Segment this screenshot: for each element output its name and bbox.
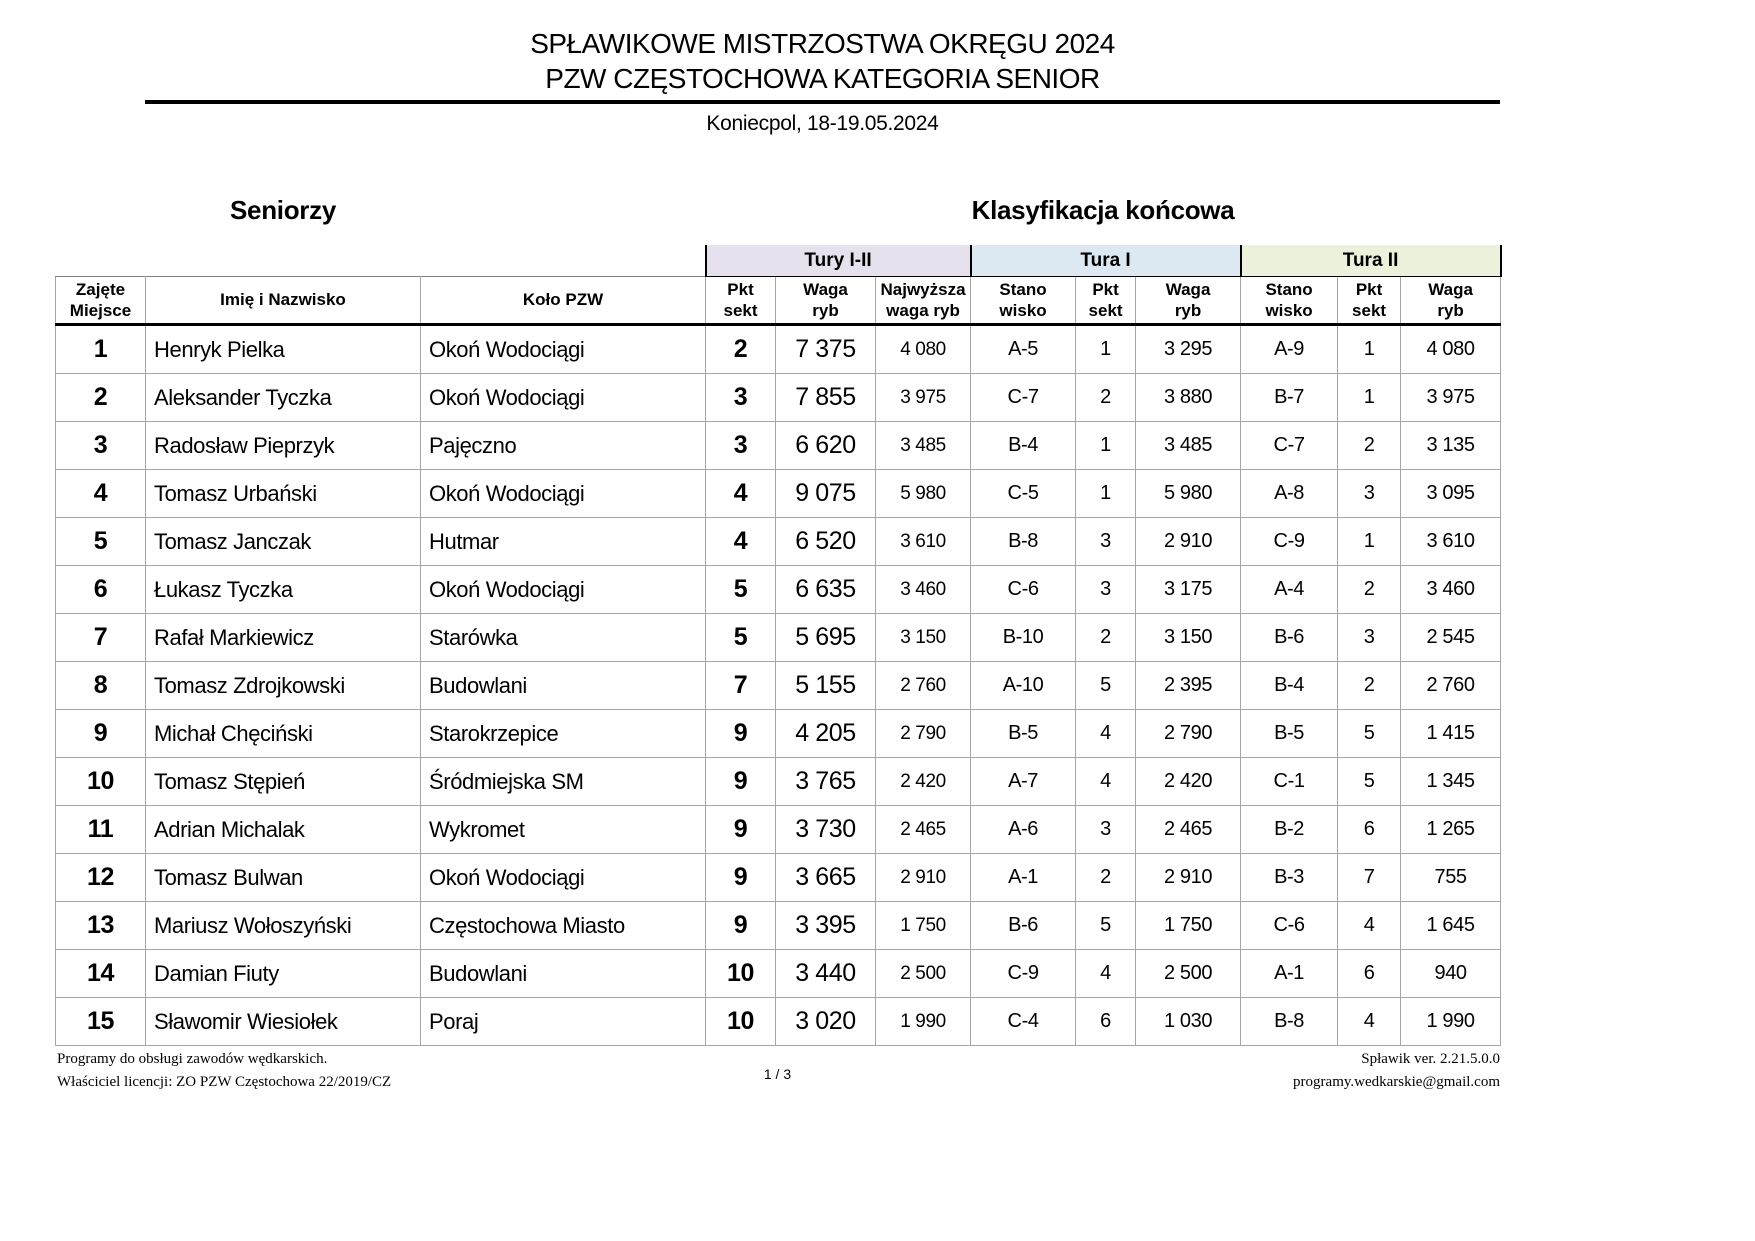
title-divider	[145, 100, 1500, 104]
cell-pkt-sekt-t2: 1	[1338, 518, 1401, 566]
cell-pkt-sekt-t2: 4	[1338, 998, 1401, 1046]
table-row	[56, 998, 1501, 1046]
cell-waga-ryb-t2: 1 415	[1401, 710, 1501, 758]
cell-place: 1	[56, 325, 146, 374]
cell-place: 2	[56, 374, 146, 422]
event-location-date: Koniecpol, 18-19.05.2024	[706, 112, 939, 135]
cell-pkt-sekt-t1: 3	[1076, 566, 1136, 614]
cell-pkt-sekt-t1: 2	[1076, 854, 1136, 902]
cell-waga-ryb-total: 5 155	[776, 662, 876, 710]
cell-stanowisko-t2: B-5	[1241, 710, 1338, 758]
title-line-2: PZW CZĘSTOCHOWA KATEGORIA SENIOR	[545, 63, 1100, 94]
cell-name: Aleksander Tyczka	[146, 374, 421, 422]
cell-waga-ryb-t2: 1 645	[1401, 902, 1501, 950]
cell-najwyzsza-waga: 4 080	[876, 325, 971, 374]
cell-stanowisko-t1: A-5	[971, 325, 1076, 374]
cell-club: Okoń Wodociągi	[421, 854, 706, 902]
cell-stanowisko-t1: B-8	[971, 518, 1076, 566]
cell-pkt-sekt-t1: 3	[1076, 518, 1136, 566]
cell-waga-ryb-total: 7 375	[776, 325, 876, 374]
cell-pkt-sekt-total: 4	[706, 470, 776, 518]
cell-waga-ryb-t1: 2 395	[1136, 662, 1241, 710]
cell-stanowisko-t2: A-1	[1241, 950, 1338, 998]
footer-right-line1: Spławik ver. 2.21.5.0.0	[1361, 1051, 1500, 1067]
cell-name: Michał Chęciński	[146, 710, 421, 758]
cell-club: Budowlani	[421, 662, 706, 710]
table-row	[56, 806, 1501, 854]
cell-stanowisko-t2: A-4	[1241, 566, 1338, 614]
cell-pkt-sekt-total: 5	[706, 614, 776, 662]
cell-pkt-sekt-t2: 3	[1338, 470, 1401, 518]
cell-waga-ryb-t1: 2 500	[1136, 950, 1241, 998]
cell-stanowisko-t1: B-10	[971, 614, 1076, 662]
table-row	[56, 854, 1501, 902]
col-header-pkt-sekt-t2: Pkt sekt	[1338, 277, 1401, 325]
table-row	[56, 614, 1501, 662]
cell-waga-ryb-t1: 2 790	[1136, 710, 1241, 758]
results-table	[55, 245, 1502, 1046]
cell-pkt-sekt-total: 9	[706, 710, 776, 758]
cell-pkt-sekt-total: 5	[706, 566, 776, 614]
cell-pkt-sekt-total: 3	[706, 422, 776, 470]
col-header-name: Imię i Nazwisko	[146, 277, 421, 325]
cell-stanowisko-t1: B-5	[971, 710, 1076, 758]
cell-najwyzsza-waga: 3 485	[876, 422, 971, 470]
cell-pkt-sekt-t1: 1	[1076, 325, 1136, 374]
cell-stanowisko-t2: B-6	[1241, 614, 1338, 662]
footer-left-line2: Właściciel licencji: ZO PZW Częstochowa 22/2019/CZ	[57, 1073, 392, 1090]
cell-waga-ryb-t1: 2 910	[1136, 854, 1241, 902]
cell-pkt-sekt-total: 2	[706, 325, 776, 374]
cell-place: 14	[56, 950, 146, 998]
table-row	[56, 950, 1501, 998]
group-header-tury-1-2: Tury I-II	[706, 245, 971, 277]
cell-waga-ryb-total: 3 730	[776, 806, 876, 854]
footer-left-line1: Programy do obsługi zawodów wędkarskich.	[57, 1051, 328, 1067]
col-header-waga-ryb-t1: Waga ryb	[1136, 277, 1241, 325]
cell-name: Tomasz Urbański	[146, 470, 421, 518]
cell-waga-ryb-total: 6 620	[776, 422, 876, 470]
cell-pkt-sekt-t2: 4	[1338, 902, 1401, 950]
cell-club: Okoń Wodociągi	[421, 325, 706, 374]
cell-waga-ryb-total: 5 695	[776, 614, 876, 662]
cell-place: 13	[56, 902, 146, 950]
cell-club: Częstochowa Miasto	[421, 902, 706, 950]
cell-waga-ryb-t1: 3 485	[1136, 422, 1241, 470]
cell-pkt-sekt-total: 10	[706, 950, 776, 998]
group-header-tura-1: Tura I	[971, 245, 1241, 277]
table-row	[56, 902, 1501, 950]
cell-club: Wykromet	[421, 806, 706, 854]
cell-waga-ryb-t2: 3 975	[1401, 374, 1501, 422]
cell-pkt-sekt-t2: 2	[1338, 662, 1401, 710]
document-title	[145, 26, 1500, 96]
cell-name: Sławomir Wiesiołek	[146, 998, 421, 1046]
cell-waga-ryb-total: 6 635	[776, 566, 876, 614]
cell-waga-ryb-t2: 940	[1401, 950, 1501, 998]
cell-place: 6	[56, 566, 146, 614]
cell-club: Starówka	[421, 614, 706, 662]
cell-waga-ryb-t2: 4 080	[1401, 325, 1501, 374]
cell-waga-ryb-t1: 1 750	[1136, 902, 1241, 950]
cell-pkt-sekt-t2: 3	[1338, 614, 1401, 662]
group-header-row	[56, 245, 1501, 277]
cell-name: Adrian Michalak	[146, 806, 421, 854]
col-header-najwyzsza-waga: Najwyższa waga ryb	[876, 277, 971, 325]
cell-place: 3	[56, 422, 146, 470]
cell-waga-ryb-t2: 3 460	[1401, 566, 1501, 614]
cell-stanowisko-t2: C-1	[1241, 758, 1338, 806]
cell-stanowisko-t1: A-7	[971, 758, 1076, 806]
cell-stanowisko-t1: A-10	[971, 662, 1076, 710]
cell-pkt-sekt-t2: 1	[1338, 325, 1401, 374]
cell-name: Tomasz Stępień	[146, 758, 421, 806]
cell-name: Damian Fiuty	[146, 950, 421, 998]
cell-place: 8	[56, 662, 146, 710]
cell-waga-ryb-total: 3 765	[776, 758, 876, 806]
cell-stanowisko-t1: A-1	[971, 854, 1076, 902]
cell-pkt-sekt-t1: 2	[1076, 614, 1136, 662]
table-row	[56, 518, 1501, 566]
subtitle-wrap	[145, 112, 1500, 136]
cell-najwyzsza-waga: 1 750	[876, 902, 971, 950]
cell-najwyzsza-waga: 2 500	[876, 950, 971, 998]
cell-club: Śródmiejska SM	[421, 758, 706, 806]
cell-stanowisko-t1: C-4	[971, 998, 1076, 1046]
cell-stanowisko-t2: B-4	[1241, 662, 1338, 710]
cell-waga-ryb-total: 4 205	[776, 710, 876, 758]
cell-pkt-sekt-t1: 3	[1076, 806, 1136, 854]
cell-najwyzsza-waga: 2 465	[876, 806, 971, 854]
cell-waga-ryb-t1: 3 150	[1136, 614, 1241, 662]
table-row	[56, 470, 1501, 518]
cell-stanowisko-t2: C-6	[1241, 902, 1338, 950]
table-row	[56, 710, 1501, 758]
cell-name: Radosław Pieprzyk	[146, 422, 421, 470]
table-row	[56, 662, 1501, 710]
cell-pkt-sekt-t1: 1	[1076, 470, 1136, 518]
cell-name: Henryk Pielka	[146, 325, 421, 374]
cell-waga-ryb-t2: 1 345	[1401, 758, 1501, 806]
cell-stanowisko-t2: C-7	[1241, 422, 1338, 470]
col-header-place: Zajęte Miejsce	[56, 277, 146, 325]
cell-place: 10	[56, 758, 146, 806]
cell-waga-ryb-total: 3 395	[776, 902, 876, 950]
group-spacer	[56, 245, 706, 277]
cell-najwyzsza-waga: 5 980	[876, 470, 971, 518]
cell-waga-ryb-total: 3 020	[776, 998, 876, 1046]
cell-pkt-sekt-t2: 6	[1338, 806, 1401, 854]
cell-waga-ryb-t2: 1 265	[1401, 806, 1501, 854]
cell-waga-ryb-total: 6 520	[776, 518, 876, 566]
category-heading: Seniorzy	[230, 195, 336, 225]
cell-stanowisko-t2: A-8	[1241, 470, 1338, 518]
col-header-pkt-sekt-total: Pkt sekt	[706, 277, 776, 325]
results-body	[56, 325, 1501, 1046]
cell-waga-ryb-total: 3 665	[776, 854, 876, 902]
cell-stanowisko-t2: B-2	[1241, 806, 1338, 854]
cell-pkt-sekt-t1: 6	[1076, 998, 1136, 1046]
cell-place: 9	[56, 710, 146, 758]
cell-pkt-sekt-t2: 5	[1338, 710, 1401, 758]
cell-najwyzsza-waga: 3 610	[876, 518, 971, 566]
cell-waga-ryb-t1: 2 420	[1136, 758, 1241, 806]
cell-club: Pajęczno	[421, 422, 706, 470]
title-line-1: SPŁAWIKOWE MISTRZOSTWA OKRĘGU 2024	[530, 28, 1115, 59]
cell-club: Okoń Wodociągi	[421, 470, 706, 518]
classification-heading: Klasyfikacja końcowa	[971, 195, 1235, 225]
cell-stanowisko-t2: B-7	[1241, 374, 1338, 422]
cell-pkt-sekt-total: 4	[706, 518, 776, 566]
cell-pkt-sekt-t1: 2	[1076, 374, 1136, 422]
table-row	[56, 422, 1501, 470]
table-row	[56, 325, 1501, 374]
cell-pkt-sekt-total: 10	[706, 998, 776, 1046]
cell-pkt-sekt-t1: 5	[1076, 902, 1136, 950]
cell-stanowisko-t1: B-4	[971, 422, 1076, 470]
cell-waga-ryb-t2: 3 610	[1401, 518, 1501, 566]
cell-pkt-sekt-t2: 5	[1338, 758, 1401, 806]
cell-najwyzsza-waga: 2 790	[876, 710, 971, 758]
col-header-pkt-sekt-t1: Pkt sekt	[1076, 277, 1136, 325]
cell-stanowisko-t1: C-6	[971, 566, 1076, 614]
cell-najwyzsza-waga: 2 910	[876, 854, 971, 902]
page-indicator: 1 / 3	[763, 1066, 792, 1082]
cell-waga-ryb-t2: 1 990	[1401, 998, 1501, 1046]
footer-right	[1293, 1048, 1500, 1093]
cell-stanowisko-t1: B-6	[971, 902, 1076, 950]
cell-stanowisko-t2: B-8	[1241, 998, 1338, 1046]
col-header-club: Koło PZW	[421, 277, 706, 325]
cell-pkt-sekt-t2: 2	[1338, 422, 1401, 470]
col-header-waga-ryb-t2: Waga ryb	[1401, 277, 1501, 325]
cell-stanowisko-t2: A-9	[1241, 325, 1338, 374]
cell-club: Budowlani	[421, 950, 706, 998]
cell-waga-ryb-total: 7 855	[776, 374, 876, 422]
col-header-waga-ryb-total: Waga ryb	[776, 277, 876, 325]
cell-club: Okoń Wodociągi	[421, 566, 706, 614]
cell-waga-ryb-t1: 2 465	[1136, 806, 1241, 854]
cell-pkt-sekt-total: 9	[706, 806, 776, 854]
cell-najwyzsza-waga: 3 975	[876, 374, 971, 422]
cell-najwyzsza-waga: 2 760	[876, 662, 971, 710]
cell-pkt-sekt-t1: 4	[1076, 710, 1136, 758]
cell-waga-ryb-t1: 1 030	[1136, 998, 1241, 1046]
cell-waga-ryb-total: 3 440	[776, 950, 876, 998]
table-row	[56, 758, 1501, 806]
cell-pkt-sekt-t1: 4	[1076, 758, 1136, 806]
cell-waga-ryb-total: 9 075	[776, 470, 876, 518]
cell-waga-ryb-t1: 3 295	[1136, 325, 1241, 374]
cell-waga-ryb-t2: 3 095	[1401, 470, 1501, 518]
cell-pkt-sekt-t1: 5	[1076, 662, 1136, 710]
cell-najwyzsza-waga: 1 990	[876, 998, 971, 1046]
cell-waga-ryb-t2: 2 760	[1401, 662, 1501, 710]
cell-stanowisko-t2: B-3	[1241, 854, 1338, 902]
cell-place: 5	[56, 518, 146, 566]
cell-name: Tomasz Bulwan	[146, 854, 421, 902]
footer-right-line2: programy.wedkarskie@gmail.com	[1293, 1073, 1500, 1090]
cell-pkt-sekt-t2: 7	[1338, 854, 1401, 902]
cell-place: 7	[56, 614, 146, 662]
cell-pkt-sekt-total: 9	[706, 758, 776, 806]
cell-name: Rafał Markiewicz	[146, 614, 421, 662]
cell-waga-ryb-t1: 3 880	[1136, 374, 1241, 422]
cell-name: Tomasz Zdrojkowski	[146, 662, 421, 710]
col-header-stanowisko-t1: Stano wisko	[971, 277, 1076, 325]
cell-pkt-sekt-t2: 1	[1338, 374, 1401, 422]
cell-waga-ryb-t2: 755	[1401, 854, 1501, 902]
cell-name: Łukasz Tyczka	[146, 566, 421, 614]
cell-club: Okoń Wodociągi	[421, 374, 706, 422]
cell-stanowisko-t2: C-9	[1241, 518, 1338, 566]
table-row	[56, 374, 1501, 422]
cell-waga-ryb-t1: 3 175	[1136, 566, 1241, 614]
cell-waga-ryb-t2: 2 545	[1401, 614, 1501, 662]
cell-stanowisko-t1: C-7	[971, 374, 1076, 422]
cell-pkt-sekt-total: 7	[706, 662, 776, 710]
cell-name: Tomasz Janczak	[146, 518, 421, 566]
cell-najwyzsza-waga: 3 460	[876, 566, 971, 614]
cell-place: 4	[56, 470, 146, 518]
cell-pkt-sekt-t2: 6	[1338, 950, 1401, 998]
cell-pkt-sekt-total: 9	[706, 854, 776, 902]
cell-najwyzsza-waga: 3 150	[876, 614, 971, 662]
table-row	[56, 566, 1501, 614]
cell-najwyzsza-waga: 2 420	[876, 758, 971, 806]
cell-pkt-sekt-t1: 1	[1076, 422, 1136, 470]
cell-club: Starokrzepice	[421, 710, 706, 758]
cell-place: 15	[56, 998, 146, 1046]
cell-place: 12	[56, 854, 146, 902]
cell-name: Mariusz Wołoszyński	[146, 902, 421, 950]
cell-waga-ryb-t2: 3 135	[1401, 422, 1501, 470]
cell-stanowisko-t1: C-9	[971, 950, 1076, 998]
cell-place: 11	[56, 806, 146, 854]
column-header-row	[56, 277, 1501, 325]
cell-waga-ryb-t1: 5 980	[1136, 470, 1241, 518]
cell-club: Poraj	[421, 998, 706, 1046]
cell-waga-ryb-t1: 2 910	[1136, 518, 1241, 566]
col-header-stanowisko-t2: Stano wisko	[1241, 277, 1338, 325]
cell-stanowisko-t1: A-6	[971, 806, 1076, 854]
cell-pkt-sekt-t1: 4	[1076, 950, 1136, 998]
cell-pkt-sekt-total: 3	[706, 374, 776, 422]
cell-club: Hutmar	[421, 518, 706, 566]
cell-pkt-sekt-t2: 2	[1338, 566, 1401, 614]
group-header-tura-2: Tura II	[1241, 245, 1501, 277]
cell-stanowisko-t1: C-5	[971, 470, 1076, 518]
cell-pkt-sekt-total: 9	[706, 902, 776, 950]
